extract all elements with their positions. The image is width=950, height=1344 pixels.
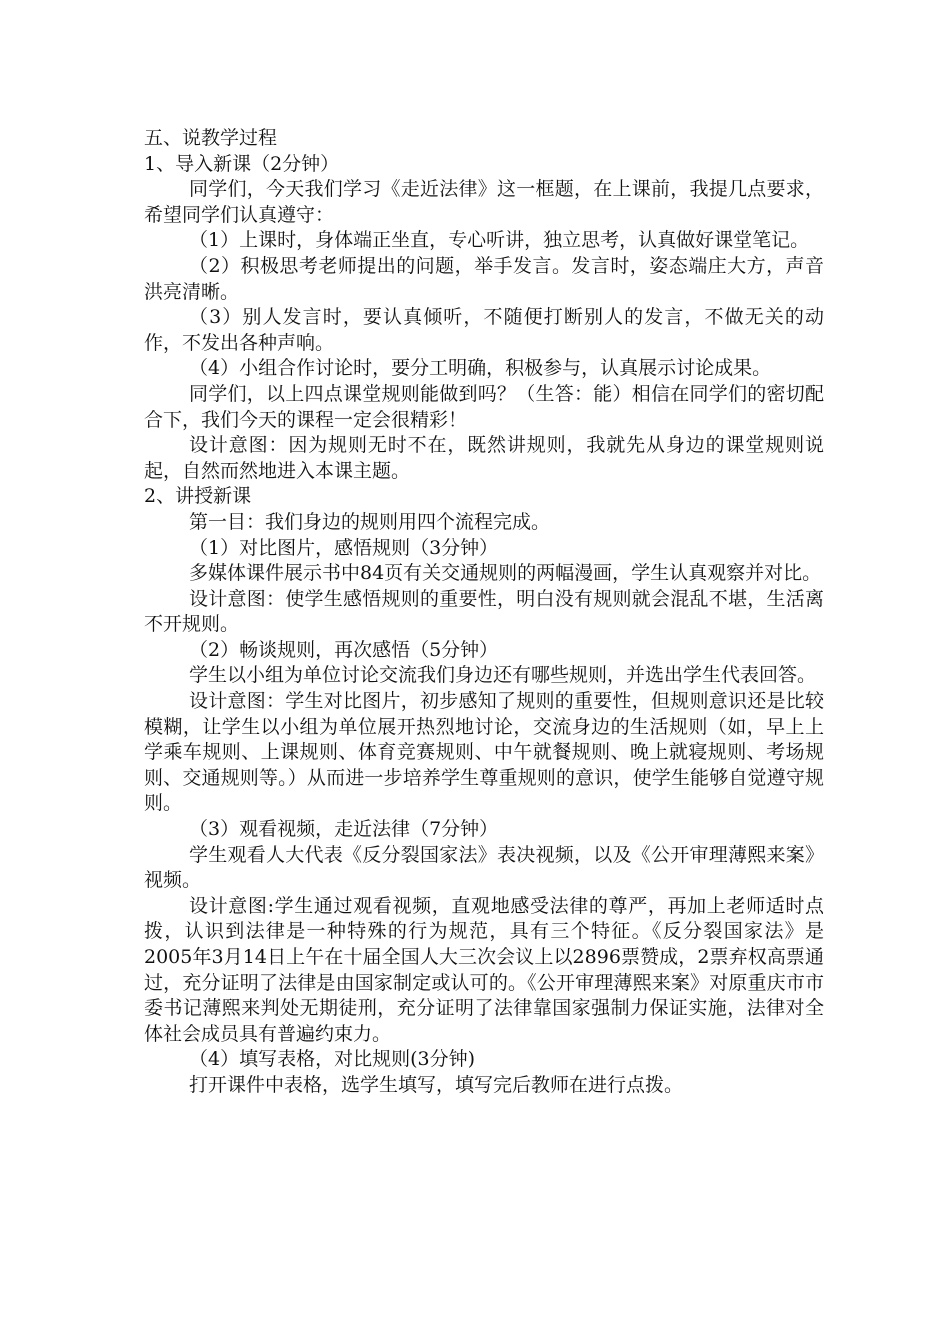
section-title: 五、说教学过程 — [144, 127, 278, 149]
document-page — [144, 126, 824, 1099]
part1-heading: 1、导入新课（2分钟） — [144, 152, 340, 175]
rules-question-paragraph: 同学们，以上四点课堂规则能做到吗？（生答：能）相信在同学们的密切配合下，我们今天的课程一定会很精彩！ — [144, 382, 824, 431]
design-intent-2: 设计意图：使学生感悟规则的重要性，明白没有规则就会混乱不堪，生活离不开规则。 — [144, 587, 824, 636]
design-intent-4: 设计意图:学生通过观看视频，直观地感受法律的尊严，再加上老师适时点拨，认识到法律是一种特殊的行为规范，具有三个特征。《反分裂国家法》是2005年3月14日上午在十届全国人大三次会议上以2896票赞成，2票弃权高票通过，充分证明了法律是由国家制定或认可的。《公开审理薄熙来案》对原重庆市市委书记薄熙来判处无期徒刑，充分证明了法律靠国家强制力保证实施，法律对全体社会成员具有普遍约束力。 — [144, 894, 824, 1045]
design-intent-3: 设计意图：学生对比图片，初步感知了规则的重要性，但规则意识还是比较模糊，让学生以小组为单位展开热烈地讨论，交流身边的生活规则（如，早上上学乘车规则、上课规则、体育竞赛规则、中午就餐规则、晚上就寝规则、考场规则、交通规则等。）从而进一步培养学生尊重规则的意识，使学生能够自觉遵守规则。 — [144, 690, 824, 815]
step-3-activity: 学生观看人大代表《反分裂国家法》表决视频，以及《公开审理薄熙来案》视频。 — [144, 843, 824, 892]
step-2-activity: 学生以小组为单位讨论交流我们身边还有哪些规则，并选出学生代表回答。 — [189, 664, 817, 687]
step-1-activity: 多媒体课件展示书中84页有关交通规则的两幅漫画，学生认真观察并对比。 — [189, 562, 822, 585]
rule-1: （1）上课时，身体端正坐直，专心听讲，独立思考，认真做好课堂笔记。 — [189, 229, 810, 252]
step-3-title: （3）观看视频，走近法律（7分钟） — [189, 818, 499, 841]
step-4-activity: 打开课件中表格，选学生填写，填写完后教师在进行点拨。 — [189, 1073, 684, 1096]
step-2-title: （2）畅谈规则，再次感悟（5分钟） — [189, 638, 499, 661]
intro-paragraph: 同学们，今天我们学习《走近法律》这一框题，在上课前，我提几点要求，希望同学们认真遵守： — [144, 178, 824, 226]
design-intent-1: 设计意图：因为规则无时不在，既然讲规则，我就先从身边的课堂规则说起，自然而然地进入本课主题。 — [144, 434, 824, 482]
rule-4: （4）小组合作讨论时，要分工明确，积极参与，认真展示讨论成果。 — [189, 357, 772, 380]
step-4-title: （4）填写表格，对比规则(3分钟) — [189, 1048, 476, 1071]
step-1-title: （1）对比图片，感悟规则（3分钟） — [189, 536, 499, 559]
rule-3: （3）别人发言时，要认真倾听，不随便打断别人的发言，不做无关的动作，不发出各种声响。 — [144, 306, 824, 354]
part2-heading: 2、讲授新课 — [144, 485, 252, 508]
first-item-paragraph: 第一目：我们身边的规则用四个流程完成。 — [189, 510, 551, 533]
rule-2: （2）积极思考老师提出的问题，举手发言。发言时，姿态端庄大方，声音洪亮清晰。 — [144, 254, 824, 303]
